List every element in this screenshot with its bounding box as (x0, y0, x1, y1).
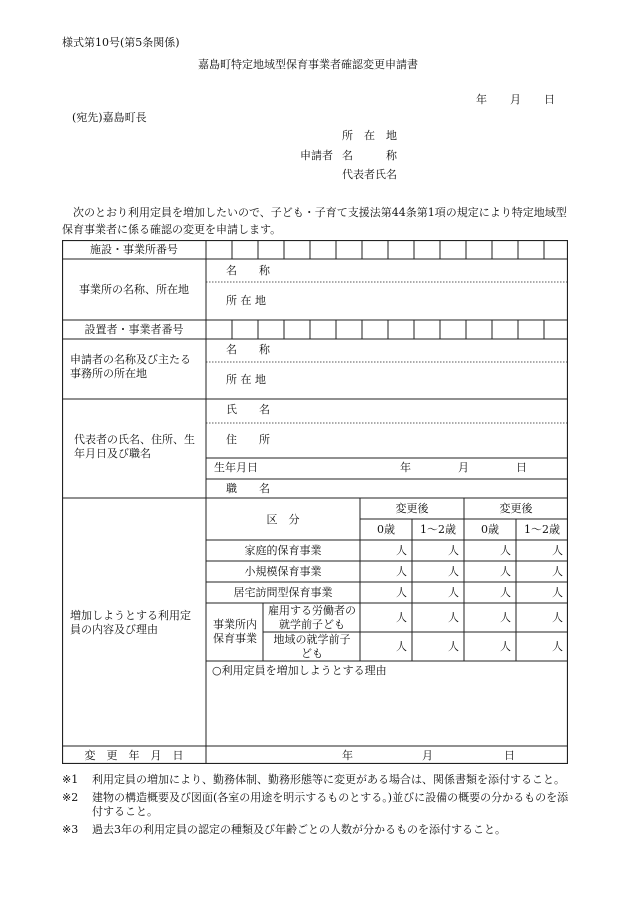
applicant-address-label-cell: 所 在 地 (226, 373, 266, 386)
birth-date-label: 生年月日 (214, 461, 258, 474)
unit-person: 人 (500, 611, 511, 624)
row-small-daycare: 小規模保育事業 (244, 565, 322, 578)
row-onsite-daycare: 事業所内保育事業 (213, 618, 257, 645)
rep-position-label: 職 名 (226, 482, 270, 495)
note-mark: ※1 (62, 773, 79, 786)
birth-day: 日 (516, 461, 527, 474)
unit-person: 人 (396, 640, 407, 653)
note-item (62, 823, 572, 837)
representative-info-label: 代表者の氏名、住所、生年月日及び職名 (74, 433, 195, 460)
applicant-address-label: 所 在 地 (342, 129, 397, 142)
age12-header-1: 1～2歳 (420, 523, 456, 536)
birth-month: 月 (458, 461, 469, 474)
facility-number-label: 施設・事業所番号 (90, 243, 178, 256)
note-text: 利用定員の増加により、勤務体制、勤務形態等に変更がある場合は、関係書類を添付すること。 (92, 773, 565, 786)
unit-person: 人 (448, 640, 459, 653)
change-date-day: 日 (504, 749, 515, 762)
change-date-year: 年 (342, 749, 353, 762)
change-date-label: 変 更 年 月 日 (84, 749, 184, 762)
unit-person: 人 (552, 586, 563, 599)
row-onsite-employee-children: 雇用する労働者の就学前子ども (268, 604, 356, 631)
category-header: 区 分 (266, 513, 300, 526)
unit-person: 人 (500, 565, 511, 578)
form-number: 様式第10号(第5条関係) (62, 36, 180, 49)
date-year: 年 (476, 93, 487, 106)
unit-person: 人 (500, 640, 511, 653)
addressee: (宛先)嘉島町長 (72, 111, 147, 124)
notes-section (62, 773, 572, 841)
office-name-label: 名 称 (226, 264, 270, 277)
unit-person: 人 (396, 611, 407, 624)
row-family-daycare: 家庭的保育事業 (244, 544, 322, 557)
founder-number-label: 設置者・事業者番号 (84, 323, 184, 336)
application-form-table (62, 240, 568, 764)
document-title: 嘉島町特定地域型保育事業者確認変更申請書 (198, 58, 418, 71)
unit-person: 人 (500, 586, 511, 599)
unit-person: 人 (396, 544, 407, 557)
applicant-office-label: 申請者の名称及び主たる事務所の所在地 (70, 353, 191, 380)
unit-person: 人 (552, 565, 563, 578)
unit-person: 人 (396, 586, 407, 599)
unit-person: 人 (552, 611, 563, 624)
unit-person: 人 (448, 611, 459, 624)
note-item (62, 773, 572, 787)
applicant-name-label-cell: 名 称 (226, 343, 270, 356)
birth-year: 年 (400, 461, 411, 474)
age0-header-1: 0歳 (377, 523, 395, 536)
note-text: 建物の構造概要及び図面(各室の用途を明示するものとする。)並びに設備の概要の分かるものを添付すること。 (92, 791, 569, 818)
date-day: 日 (544, 93, 555, 106)
rep-address-label: 住 所 (226, 433, 270, 446)
office-name-address-label: 事業所の名称、所在地 (79, 283, 189, 296)
row-onsite-community-children: 地域の就学前子ども (273, 633, 351, 660)
age0-header-2: 0歳 (481, 523, 499, 536)
capacity-increase-label: 増加しようとする利用定員の内容及び理由 (70, 609, 191, 636)
unit-person: 人 (500, 544, 511, 557)
after-change-header-2: 変更後 (499, 502, 533, 515)
unit-person: 人 (552, 640, 563, 653)
row-home-visit-daycare: 居宅訪問型保育事業 (233, 586, 333, 599)
applicant-rep-label: 代表者氏名 (342, 168, 397, 181)
applicant-label: 申請者 (300, 149, 333, 162)
increase-reason-label: ○利用定員を増加しようとする理由 (212, 664, 387, 677)
office-address-label: 所 在 地 (226, 294, 266, 307)
date-month: 月 (510, 93, 521, 106)
unit-person: 人 (448, 565, 459, 578)
unit-person: 人 (396, 565, 407, 578)
change-date-month: 月 (422, 749, 433, 762)
note-mark: ※2 (62, 791, 79, 804)
note-mark: ※3 (62, 823, 79, 836)
rep-name-label: 氏 名 (226, 403, 270, 416)
age12-header-2: 1～2歳 (524, 523, 560, 536)
intro-text: 次のとおり利用定員を増加したいので、子ども・子育て支援法第44条第1項の規定により特定地域型保育事業者に係る確認の変更を申請します。 (62, 206, 567, 236)
note-text: 過去3年の利用定員の認定の種類及び年齢ごとの人数が分かるものを添付すること。 (92, 823, 506, 836)
unit-person: 人 (448, 544, 459, 557)
unit-person: 人 (552, 544, 563, 557)
applicant-name-label: 名 称 (342, 149, 397, 162)
after-change-header-1: 変更後 (395, 502, 429, 515)
unit-person: 人 (448, 586, 459, 599)
note-item (62, 791, 572, 819)
